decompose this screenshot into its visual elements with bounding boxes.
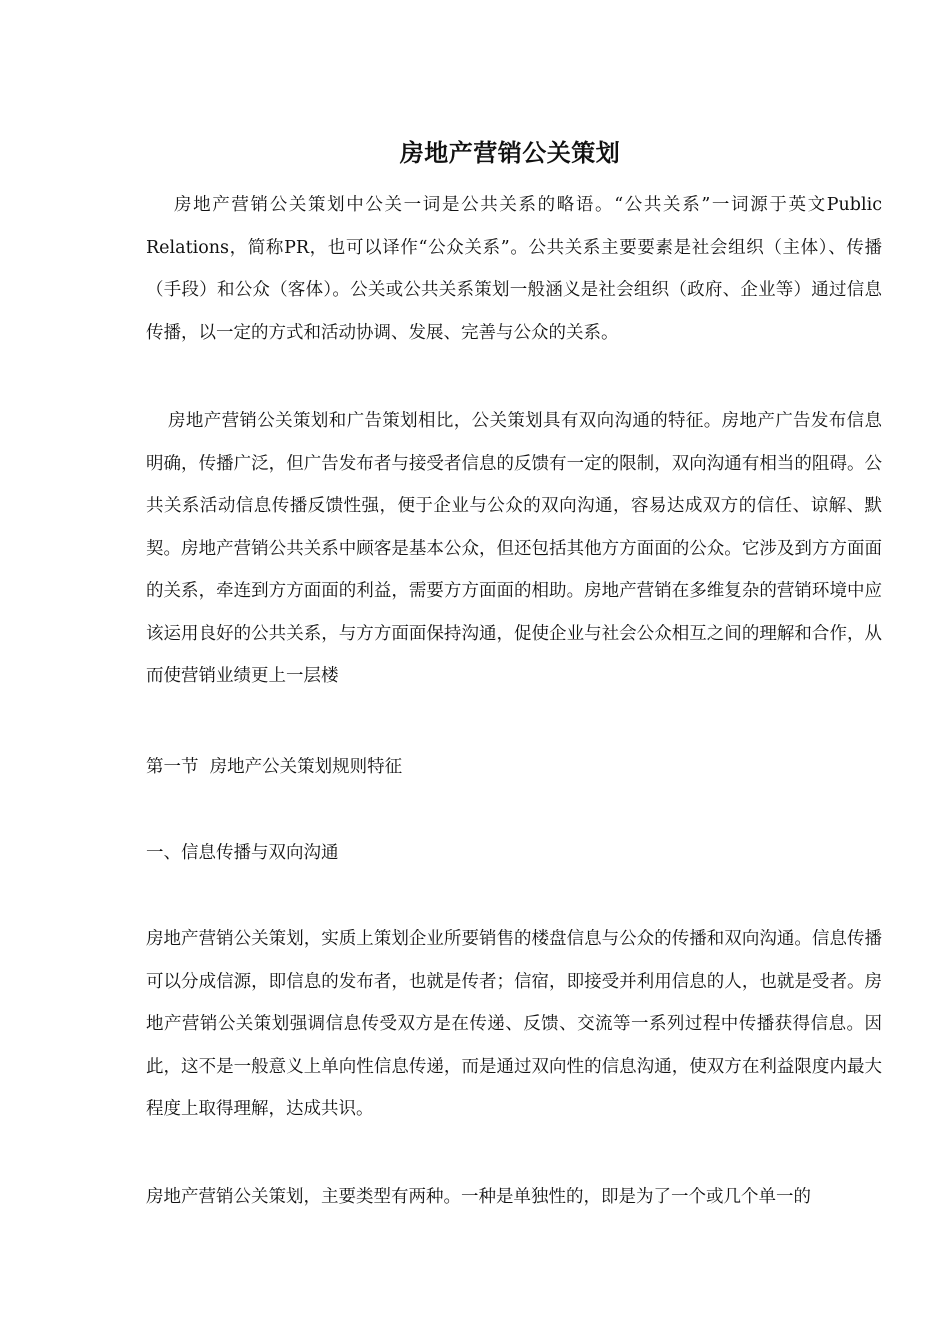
paragraph-comparison [146,400,882,698]
section-heading-block [146,746,882,789]
paragraph-intro [146,184,888,354]
paragraph: 房地产营销公关策划中公关一词是公共关系的略语。“公共关系”一词源于英文Public Relations，简称PR，也可以译作“公众关系”。公共关系主要要素是社会组织（主体）、传播（手段）和公众（客体）。公关或公共关系策划一般涵义是社会组织（政府、企业等）通过信息传播，以一定的方式和活动协调、发展、完善与公众的关系。 [146,195,888,343]
paragraph-communication [146,918,882,1131]
paragraph: 房地产营销公关策划，实质上策划企业所要销售的楼盘信息与公众的传播和双向沟通。信息传播可以分成信源，即信息的发布者，也就是传者；信宿，即接受并利用信息的人，也就是受者。房地产营销公关策划强调信息传受双方是在传递、反馈、交流等一系列过程中传播获得信息。因此，这不是一般意义上单向性信息传递，而是通过双向性的信息沟通，使双方在利益限度内最大程度上取得理解，达成共识。 [146,929,882,1119]
paragraph-types [146,1176,882,1219]
section-heading: 第一节 房地产公关策划规则特征 [146,757,403,777]
document-title: 房地产营销公关策划 [399,138,621,167]
subsection-heading-block [146,832,882,875]
subsection-heading: 一、信息传播与双向沟通 [146,843,339,863]
paragraph: 房地产营销公关策划和广告策划相比，公关策划具有双向沟通的特征。房地产广告发布信息明确，传播广泛，但广告发布者与接受者信息的反馈有一定的限制，双向沟通有相当的阻碍。公共关系活动信息传播反馈性强，便于企业与公众的双向沟通，容易达成双方的信任、谅解、默契。房地产营销公共关系中顾客是基本公众，但还包括其他方方面面的公众。它涉及到方方面面的关系，牵连到方方面面的利益，需要方方面面的相助。房地产营销在多维复杂的营销环境中应该运用良好的公共关系，与方方面面保持沟通，促使企业与社会公众相互之间的理解和合作，从而使营销业绩更上一层楼 [146,411,882,686]
paragraph: 房地产营销公关策划，主要类型有两种。一种是单独性的，即是为了一个或几个单一的 [146,1187,811,1207]
